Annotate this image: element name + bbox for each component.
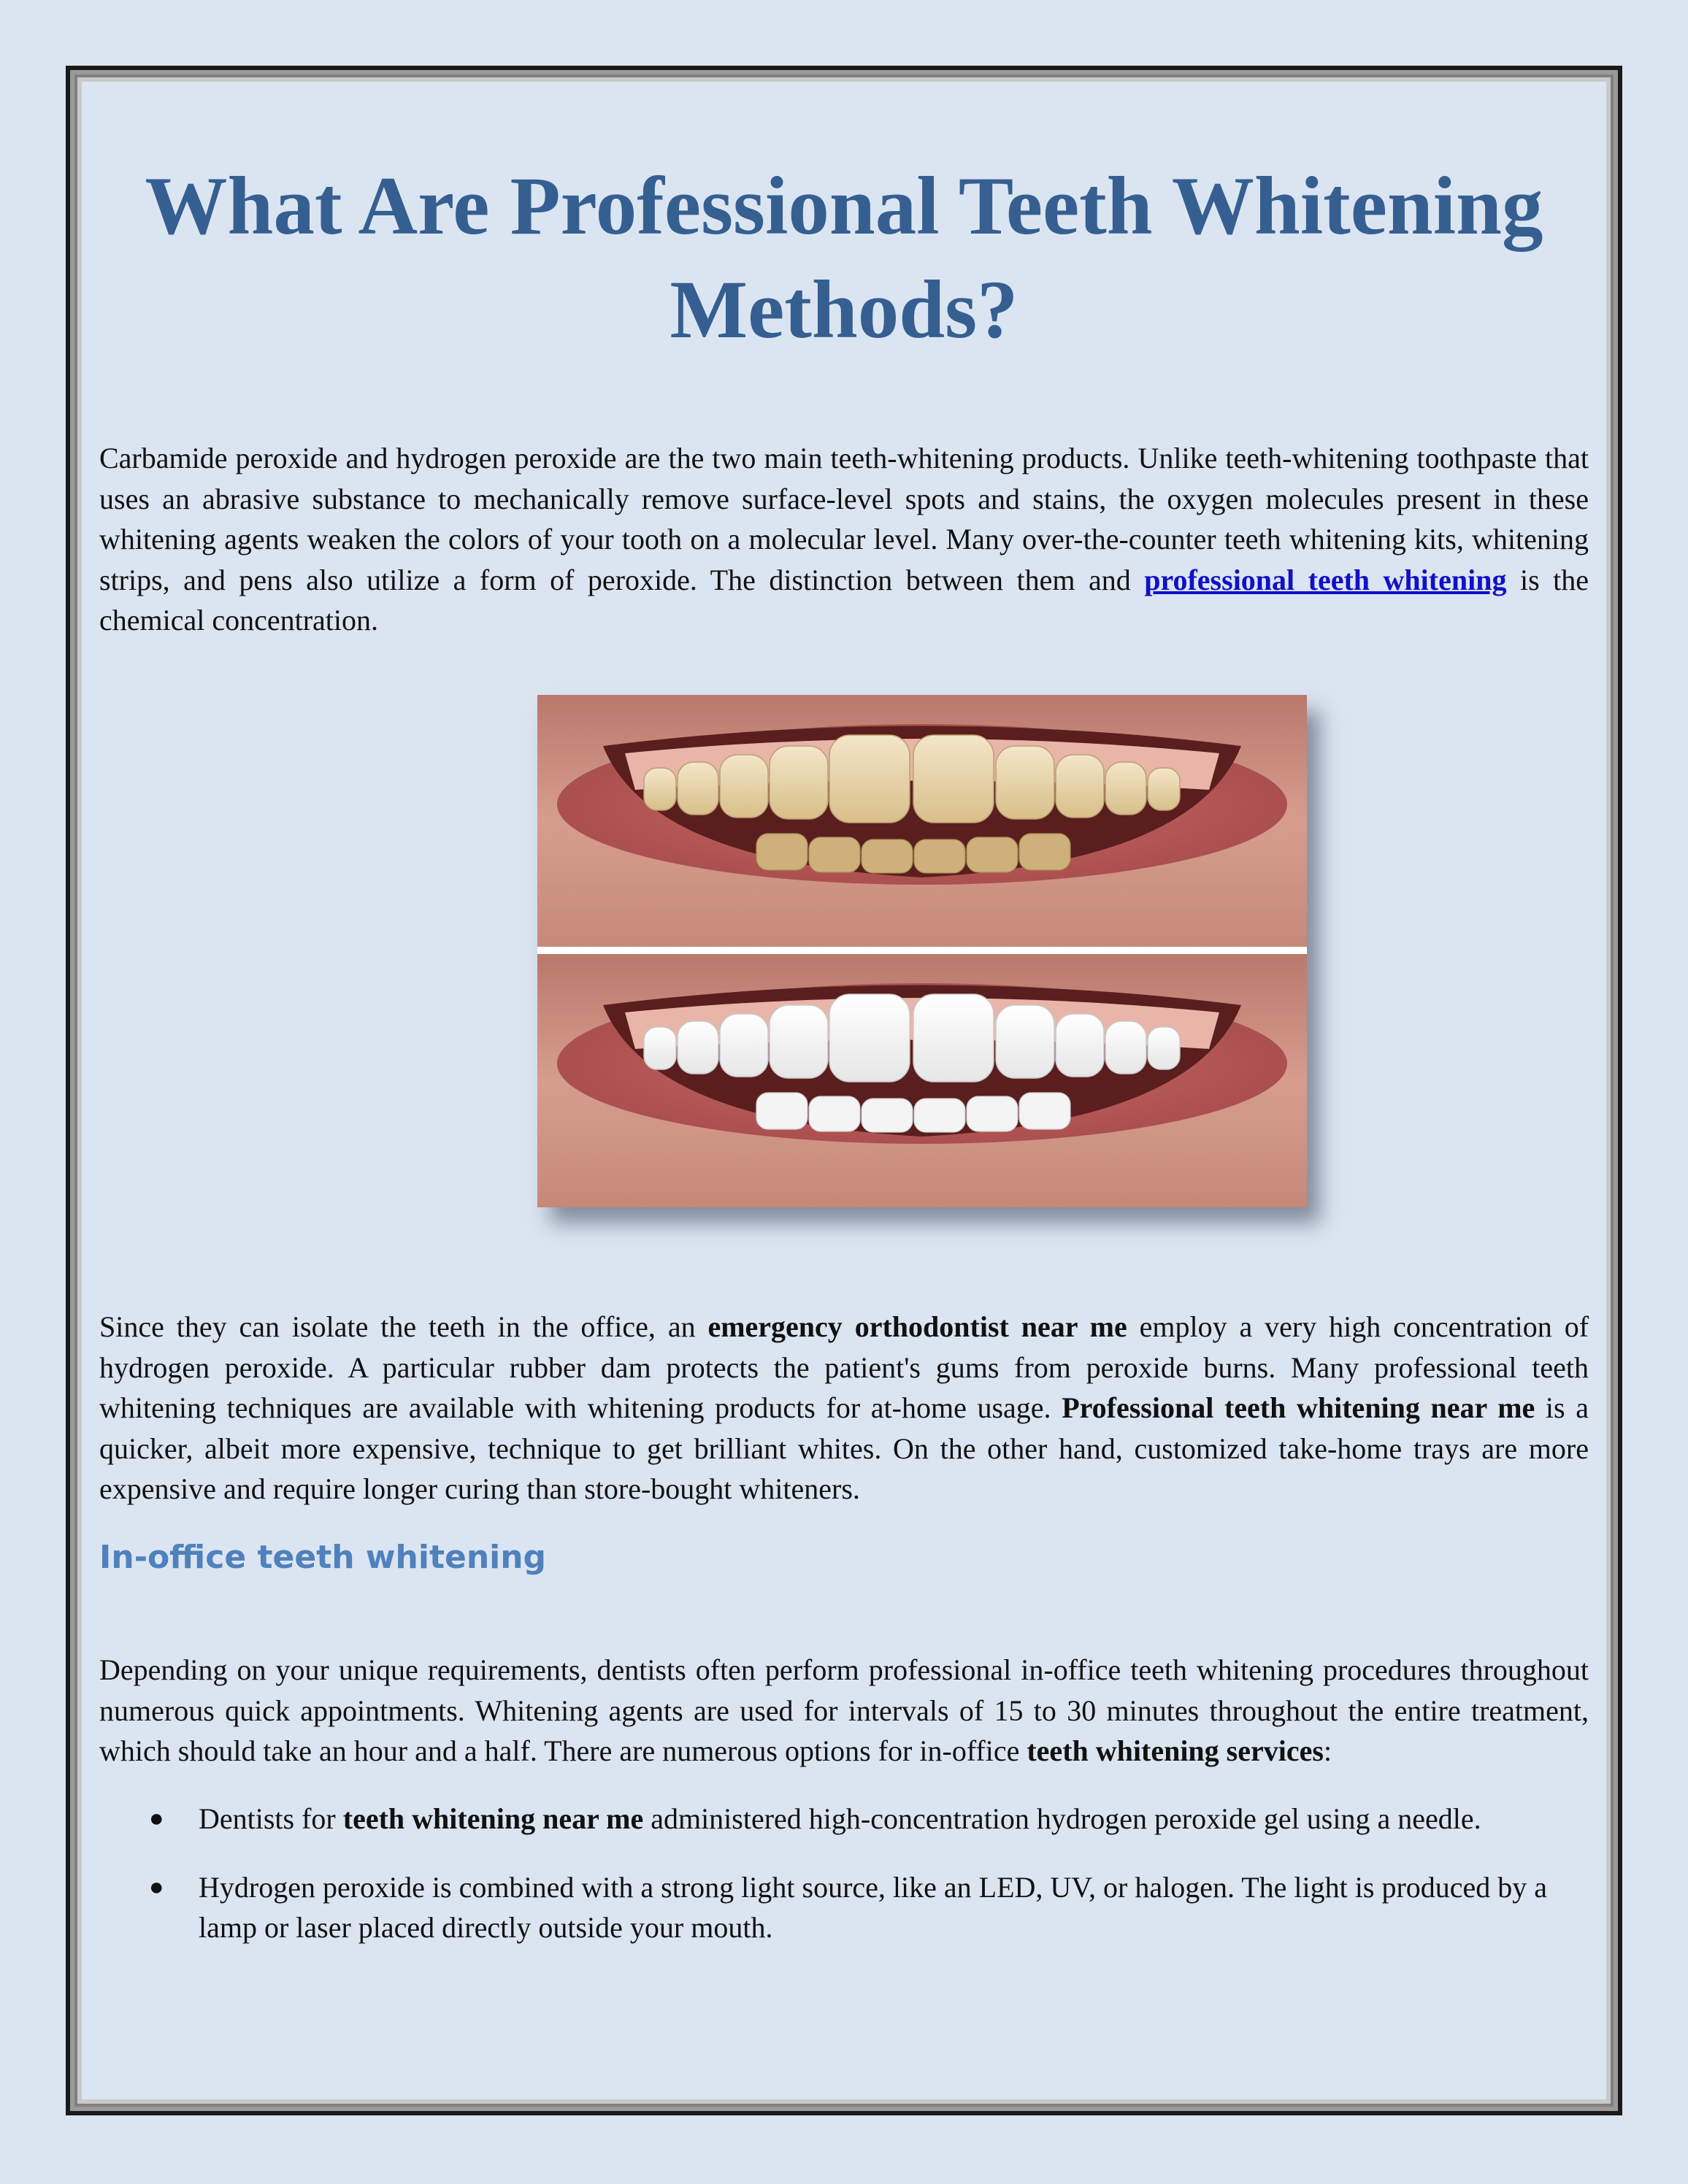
intro-text-end: is the chemical concentration. <box>99 563 1589 637</box>
professional-whitening-bold: Professional teeth whitening near me <box>1062 1391 1535 1424</box>
list-item <box>99 1799 1589 1839</box>
before-panel <box>537 695 1307 947</box>
bullet-icon: ● <box>149 1805 164 1832</box>
paragraph3-text-2: : <box>1323 1734 1332 1767</box>
intro-paragraph <box>99 438 1589 641</box>
page-title: What Are Professional Teeth Whitening Methods? <box>145 161 1543 355</box>
paragraph2-text-2: employ a very high concentration of hydrogen peroxide. A particular rubber dam protects the patient's gums from peroxide burns. Many professional teeth whitening techniques are available with whitening products for at-home usage. <box>99 1310 1589 1424</box>
list-item-text: Hydrogen peroxide is combined with a strong light source, like an LED, UV, or halogen. The light is produced by a lamp or laser placed directly outside your mouth. <box>199 1870 1548 1944</box>
teeth-whitening-services-bold: teeth whitening services <box>1027 1734 1324 1767</box>
after-panel <box>537 954 1307 1207</box>
bullet-icon: ● <box>149 1873 164 1901</box>
list-item <box>99 1867 1589 1948</box>
in-office-paragraph <box>99 1650 1589 1772</box>
list-item-bold: teeth whitening near me <box>342 1802 644 1835</box>
list-item-text: Dentists for <box>199 1802 343 1835</box>
professional-teeth-whitening-link[interactable]: professional teeth whitening <box>1144 563 1507 596</box>
emergency-orthodontist-bold: emergency orthodontist near me <box>707 1310 1127 1343</box>
section-heading-in-office: In-office teeth whitening <box>99 1539 547 1576</box>
list-item-text-end: administered high-concentration hydrogen peroxide gel using a needle. <box>643 1802 1481 1835</box>
options-list <box>99 1799 1589 1976</box>
teeth-before-after-image <box>537 695 1307 1207</box>
paragraph2-text-3: is a quicker, albeit more expensive, technique to get brilliant whites. On the other hand, customized take-home trays are more expensive and require longer curing than store-bought whiteners. <box>99 1391 1589 1505</box>
isolation-paragraph <box>99 1307 1589 1510</box>
intro-text: Carbamide peroxide and hydrogen peroxide are the two main teeth-whitening products. Unlike teeth-whitening toothpaste that uses an abrasive substance to mechanically remove surface-level spots and stains, the oxygen molecules present in these whitening agents weaken the colors of your tooth on a molecular level. Many over-the-counter teeth whitening kits, whitening strips, and pens also utilize a form of peroxide. The distinction between them and <box>99 442 1589 596</box>
paragraph2-text-1: Since they can isolate the teeth in the office, an <box>99 1310 708 1343</box>
paragraph3-text-1: Depending on your unique requirements, dentists often perform professional in-office teeth whitening procedures throughout numerous quick appointments. Whitening agents are used for intervals of 15 to 30 minutes throughout the entire treatment, which should take an hour and a half. There are numerous options for in-office <box>99 1653 1589 1767</box>
